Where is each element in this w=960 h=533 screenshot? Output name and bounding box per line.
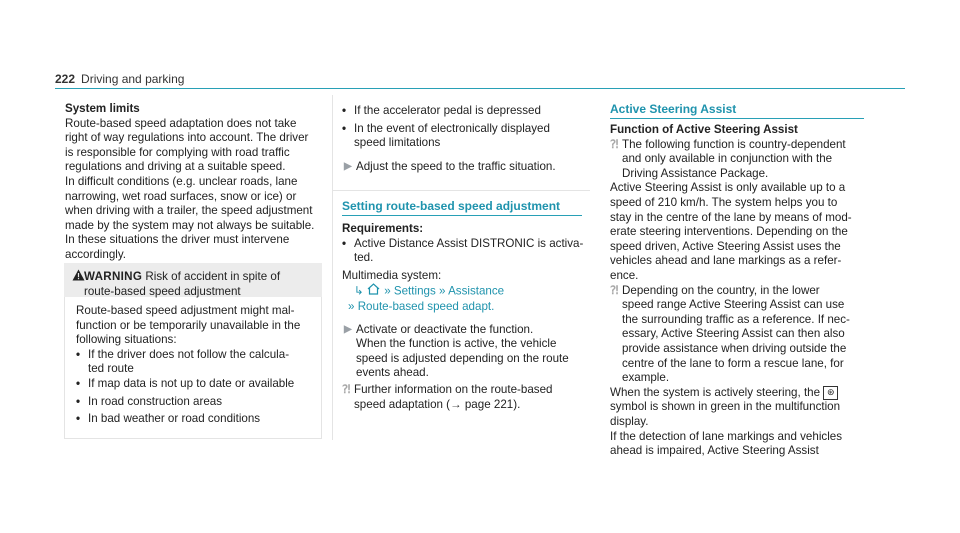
text-line: ence. <box>610 268 639 282</box>
paragraph <box>610 181 868 283</box>
header-rule <box>55 88 905 89</box>
text-line: provide assistance when driving outside the <box>622 341 847 355</box>
system-limits-heading: System limits <box>65 102 140 115</box>
text-line: In the event of electronically displayed <box>354 121 550 135</box>
text-line: ted route <box>88 362 134 376</box>
warning-header <box>84 270 314 299</box>
text-line: speed adaptation (→ page 221). <box>354 397 521 411</box>
info-note <box>342 383 586 412</box>
text-line: Driving Assistance Package. <box>622 166 769 180</box>
text-line: Route-based speed adaptation does not take <box>65 116 297 130</box>
text-line: erate steering interventions. Depending on the <box>610 225 848 239</box>
requirements-heading: Requirements: <box>342 222 424 235</box>
paragraph <box>610 386 868 430</box>
section-title-active-steering: Active Steering Assist <box>610 102 737 116</box>
play-icon: ▶ <box>344 323 352 335</box>
list-item: • If map data is not up to date or available <box>76 376 295 390</box>
path-settings: Settings <box>393 284 436 298</box>
text-line: speed of 210 km/h. The system helps you to <box>610 195 838 209</box>
warning-continuation <box>342 104 582 174</box>
system-limits-para1 <box>65 117 323 175</box>
text-line: Active Steering Assist is only available up to a <box>610 181 846 195</box>
route-section-body <box>342 222 586 412</box>
text-line: Further information on the route-based <box>354 382 553 396</box>
text-line: narrowing, wet road surfaces, snow or ice) or <box>65 189 297 203</box>
path-route: Route-based speed adapt. <box>357 299 495 313</box>
text-line: If the accelerator pedal is depressed <box>354 104 541 117</box>
text-line: essary, Active Steering Assist can then also <box>622 327 845 341</box>
chevron-right-icon: » <box>439 284 446 298</box>
section-rule <box>342 215 582 216</box>
text-line: function or be temporarily unavailable in the <box>76 318 301 332</box>
list-item: • In road construction areas <box>76 394 223 408</box>
info-note <box>610 284 868 386</box>
menu-path-2 <box>342 300 586 315</box>
system-limits-block <box>65 102 323 263</box>
active-steering-body <box>610 123 868 459</box>
text-line: made by the system may not always be suitable. <box>65 218 315 232</box>
warning-body <box>76 304 316 427</box>
text-line: Route-based speed adjustment might mal- <box>76 304 295 317</box>
chevron-right-icon: » <box>384 284 391 298</box>
system-limits-para2 <box>65 175 323 263</box>
text-line: following situations: <box>76 333 177 347</box>
list-item: • If the accelerator pedal is depressed <box>342 104 541 117</box>
info-note <box>610 138 868 182</box>
play-icon: ▶ <box>344 160 352 172</box>
text-line: events ahead. <box>356 366 429 380</box>
box-bottom-rule <box>332 190 590 191</box>
text-line: right of way regulations into account. The driver <box>65 131 309 145</box>
text-line: If map data is not up to date or available <box>88 376 295 390</box>
path-arrow-icon: ↳ <box>354 284 364 298</box>
text-line: The following function is country-dependent <box>622 137 846 151</box>
text-line: speed is adjusted depending on the route <box>356 351 569 365</box>
action-step <box>344 160 582 175</box>
steering-wheel-icon: ⊛ <box>823 386 838 400</box>
text-line: is responsible for complying with road traffic <box>65 145 290 159</box>
text-line: speed driven, Active Steering Assist uses the <box>610 239 841 253</box>
text-line: In bad weather or road conditions <box>88 412 261 426</box>
text-line: When the function is active, the vehicle <box>356 337 557 351</box>
text-line: and only available in conjunction with the <box>622 152 833 166</box>
text-line: Adjust the speed to the traffic situation. <box>356 159 556 173</box>
text-line: the surrounding traffic as a reference. If nec- <box>622 312 850 326</box>
text-line: regulations and driving at a suitable speed. <box>65 160 286 174</box>
text-line: speed limitations <box>354 136 441 150</box>
multimedia-label: Multimedia system: <box>342 268 442 282</box>
info-icon: ⁈ <box>342 382 351 396</box>
warning-text-1: Risk of accident in spite of <box>145 270 281 283</box>
function-heading: Function of Active Steering Assist <box>610 123 798 136</box>
text-line: Activate or deactivate the function. <box>356 322 534 336</box>
text-line: In these situations the driver must intervene <box>65 233 290 247</box>
text-line: Depending on the country, in the lower <box>622 283 820 297</box>
info-icon: ⁈ <box>610 137 619 151</box>
text-line: accordingly. <box>65 247 127 261</box>
home-icon <box>367 283 381 300</box>
text-line: speed range Active Steering Assist can use <box>622 298 845 312</box>
text-line: when driving with a trailer, the speed adjustment <box>65 204 313 218</box>
path-assistance: Assistance <box>448 284 505 298</box>
text-line: example. <box>622 371 670 385</box>
section-title-route: Setting route-based speed adjustment <box>342 199 561 213</box>
text-line: stay in the centre of the lane by means of mod- <box>610 210 852 224</box>
chevron-right-icon: » <box>348 299 355 313</box>
page-number: 222 <box>55 72 76 86</box>
warning-text-2: route-based speed adjustment <box>84 284 241 298</box>
text-line: When the system is actively steering, the <box>610 385 821 399</box>
column-divider <box>332 95 333 440</box>
text-line: display. <box>610 414 649 428</box>
section-name: Driving and parking <box>81 72 185 86</box>
section-rule <box>610 118 864 119</box>
text-line: ted. <box>354 251 374 265</box>
list-item: • Active Distance Assist DISTRONIC is activa- ted. <box>342 236 584 265</box>
menu-path <box>342 283 586 300</box>
text-line: ahead is impaired, Active Steering Assist <box>610 444 819 458</box>
action-step <box>344 323 586 381</box>
warning-title: WARNING <box>84 270 143 283</box>
paragraph <box>610 430 868 459</box>
text-line: centre of the lane to form a rescue lane, for <box>622 356 844 370</box>
text-line: If the detection of lane markings and vehicles <box>610 429 843 443</box>
list-item: • In the event of electronically displayed speed limitations <box>342 121 550 150</box>
list-item: • If the driver does not follow the calcula- ted route <box>76 347 290 376</box>
info-icon: ⁈ <box>610 283 619 297</box>
page-header <box>55 72 184 86</box>
text-line: In road construction areas <box>88 394 223 408</box>
text-line: If the driver does not follow the calcula- <box>88 347 290 361</box>
list-item: • In bad weather or road conditions <box>76 412 261 426</box>
text-line: vehicles ahead and lane markings as a refer- <box>610 254 842 268</box>
text-line: Active Distance Assist DISTRONIC is activa- <box>354 236 584 250</box>
text-line: In difficult conditions (e.g. unclear roads, lane <box>65 174 298 188</box>
text-line: symbol is shown in green in the multifunction <box>610 400 841 414</box>
